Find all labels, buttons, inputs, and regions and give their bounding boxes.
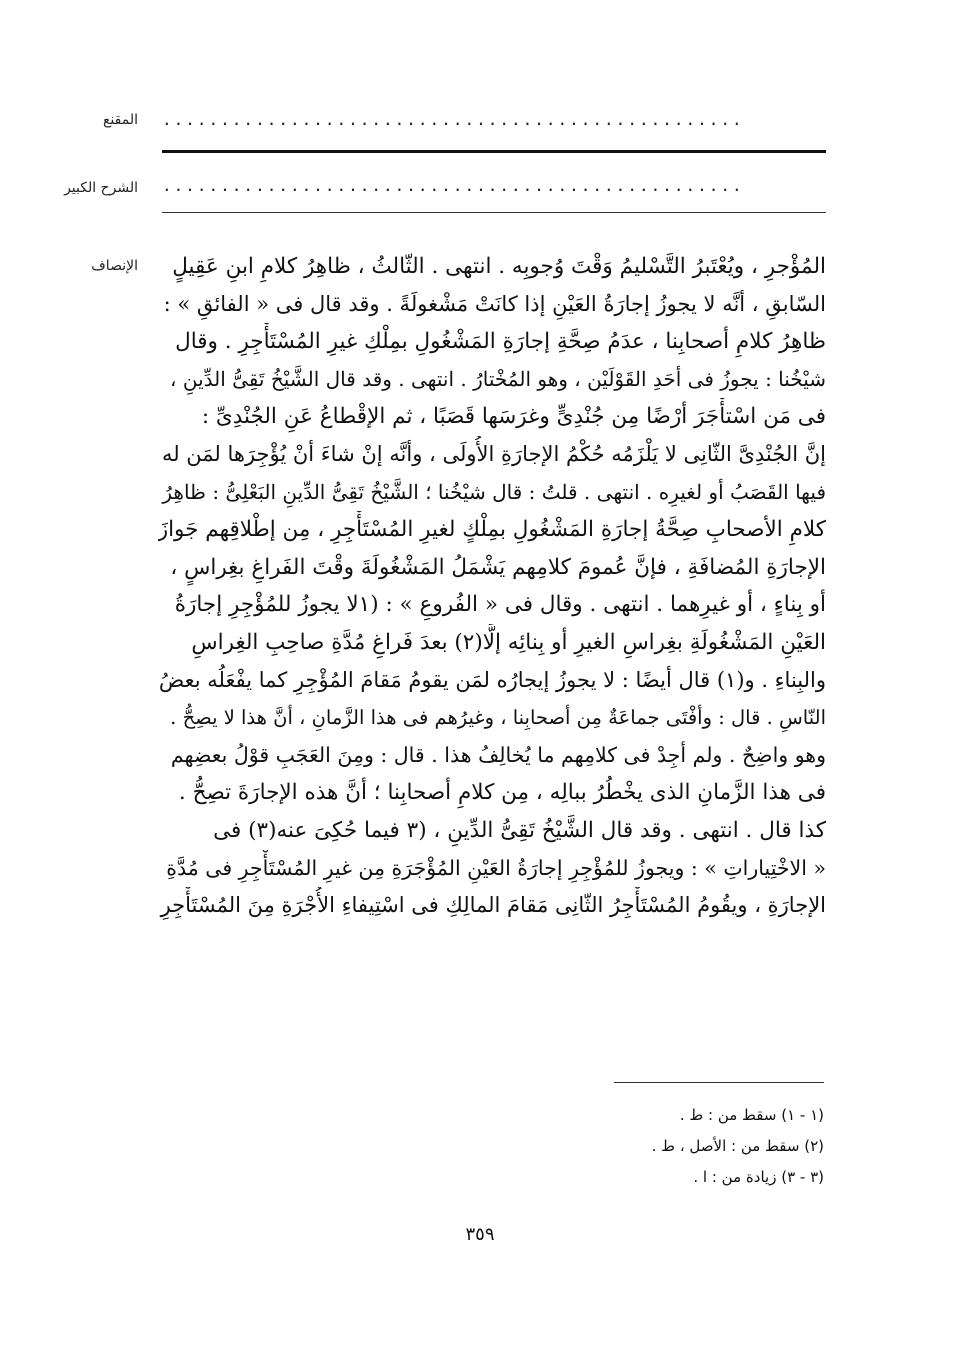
footnote-2: (٢) سقط من : الأصل ، ط .: [651, 1137, 824, 1155]
text-line: الإجارَةِ ، ويقُومُ المُسْتَأْجِرُ الثّانِى مَقامَ المالِكِ فى اسْتِيفاءِ الأُجْرَةِ مِنَ المُسْتَأْجِرِ: [160, 893, 826, 918]
text-line: إنَّ الجُنْدِىَّ الثّانِى لا يَلْزَمُه حُكْمُ الإجارَةِ الأُولَى ، وأنَّه إنْ شاءَ أنْ يُؤْجِرَها لمَن له: [161, 441, 826, 466]
footnote-divider: [614, 1082, 824, 1083]
text-line: الإجارَةِ المُضافَةِ ، فإنَّ عُمومَ كلامِهم يَشْمَلُ المَشْغُولَةَ وقْتَ الفَراغِ بغِراسٍ ،: [170, 554, 826, 580]
dotted-line-sharh: ..................................................: [162, 176, 744, 195]
text-line: فى مَن اسْتأْجَرَ أرْضًا مِن جُنْدِىٍّ وغرَسَها قَصَبًا ، ثم الإقْطاعُ عَنِ الجُنْدِىِّ :: [201, 404, 826, 430]
label-muqni: المقنع: [102, 112, 138, 128]
text-line: فى هذا الزَّمانِ الذى يخْطُرُ ببالِه ، مِن كلامِ أصحابِنا ؛ أنَّ هذه الإجارَةَ تصِحُّ .: [178, 780, 826, 806]
main-text-block: [158, 248, 826, 925]
page-number: ٣٥٩: [465, 1224, 495, 1245]
text-line: كذا قال . انتهى . وقد قال الشَّيْخُ تَقِىُّ الدِّينِ ، (٣ فيما حُكِىَ عنه(٣) فى: [213, 817, 826, 843]
label-sharh-kabir: الشرح الكبير: [64, 180, 138, 196]
text-line: والبِناءِ . و(١) قال أيضًا : لا يجوزُ إيجارُه لمَن يقومُ مَقامَ المُؤْجِرِ كما يفْعَلُه بعضُ: [158, 667, 826, 692]
text-line: السّابقِ ، أنَّه لا يجوزُ إجارَةُ العَيْنِ إذا كانَتْ مَشْغولَةً . وقد قال فى « الفائقِ » :: [163, 291, 826, 316]
label-insaf: الإنصاف: [91, 258, 138, 274]
thick-divider: [162, 150, 826, 153]
text-line: وهو واضِحٌ . ولم أجِدْ فى كلامِهم ما يُخالِفُ هذا . قال : ومِنَ العَجَبِ قوْلُ بعضِهم: [170, 742, 826, 767]
text-line: أو بِناءٍ ، أو غيرِهما . انتهى . وقال فى « الفُروعِ » : (١لا يجوزُ للمُؤْجِرِ إجارَةُ: [174, 592, 826, 618]
text-line: النّاسِ . قال : وأفْتَى جماعَةٌ مِن أصحابِنا ، وغيرُهم فى هذا الزَّمانِ ، أنَّ هذا لا يصِحُّ .: [170, 706, 826, 730]
footnote-1: (١ - ١) سقط من : ط .: [679, 1106, 824, 1124]
footnotes: [652, 1100, 824, 1193]
text-line: شيْخُنا : يجوزُ فى أحَدِ القَوْلَيْن ، وهو المُخْتارُ . انتهى . وقد قال الشَّيْخُ تَقِىُّ الدِّينِ ،: [170, 366, 826, 391]
footnote-3: (٣ - ٣) زيادة من : ا .: [693, 1168, 824, 1186]
text-line: المُؤْجرِ ، ويُعْتَبرُ التَّسْليمُ وَقْتَ وُجوبِه . انتهى . الثّالثُ ، ظاهِرُ كلامِ ابنِ عَقِيلٍ: [172, 254, 826, 279]
text-line: العَيْنِ المَشْغُولَةِ بغِراسِ الغيرِ أو بِنائِه إلَّا(٢) بعدَ فَراغِ مُدَّةِ صاحِبِ الغِراسِ: [191, 629, 826, 655]
text-line: « الاخْتِياراتِ » : ويجوزُ للمُؤْجِرِ إجارَةُ العَيْنِ المُؤْجَرَةِ مِن غيرِ المُسْتَأْجِرِ فى مُدَّةِ: [166, 855, 826, 880]
text-line: فيها القَصَبُ أو لغيرِه . انتهى . قلتُ : قال شيْخُنا ؛ الشَّيْخُ تَقِىُّ الدِّينِ البَعْلِىُّ : ظاهِرُ: [162, 479, 826, 504]
thin-divider: [162, 212, 826, 213]
text-line: كلامِ الأصحابِ صِحَّةُ إجارَةِ المَشْغُولِ بمِلْكٍ لغيرِ المُسْتَأْجِرِ ، مِن إطْلاقِهم جَوازَ: [158, 517, 826, 543]
dotted-line-muqni: ..................................................: [162, 110, 744, 129]
text-line: ظاهِرُ كلامِ أصحابِنا ، عدَمُ صِحَّةِ إجارَةِ المَشْغُولِ بمِلْكِ غيرِ المُسْتَأْجِرِ . وقال: [175, 329, 826, 355]
